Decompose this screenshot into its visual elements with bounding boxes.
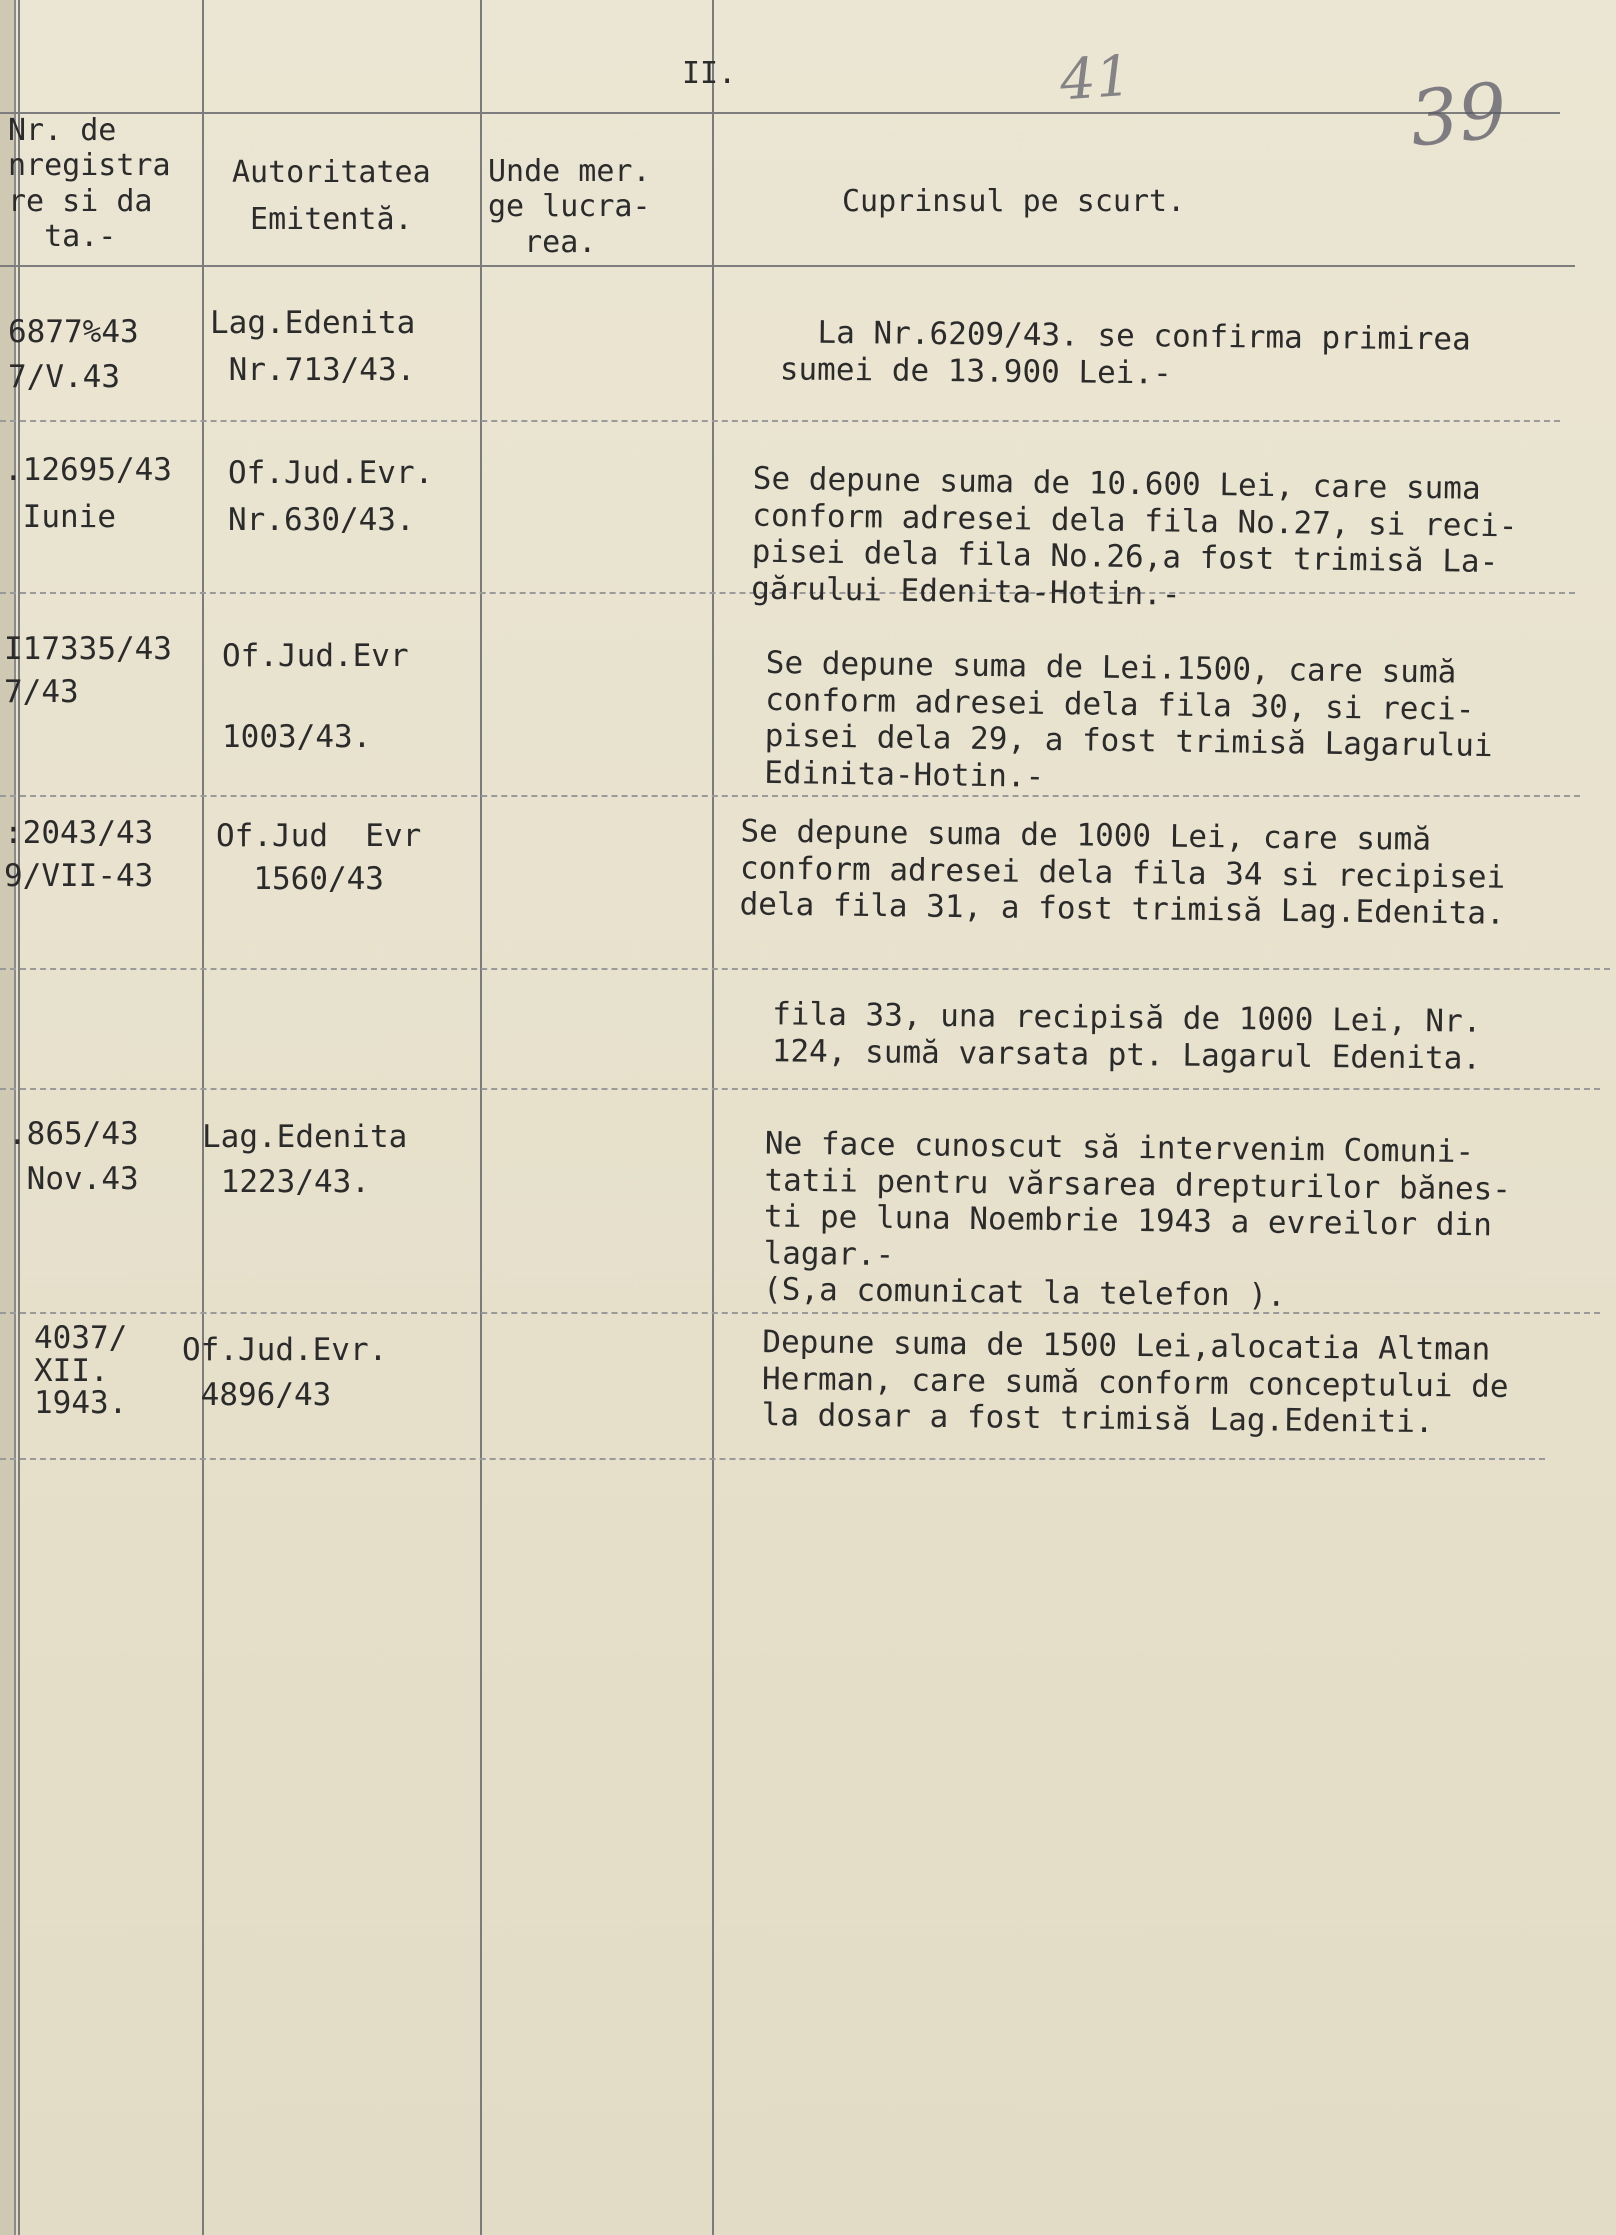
row-separator — [0, 1458, 1545, 1460]
row-7-cuprinsul: Depune suma de 1500 Lei,alocatia Altman Herman, care sumă conform conceptului de la dosar a fost trimisă Lag.Edeniti. — [761, 1324, 1509, 1441]
row-1-cuprinsul: La Nr.6209/43. se confirma primirea sumei de 13.900 Lei.- — [779, 314, 1471, 392]
row-3-nr: I17335/43 7/43 — [4, 631, 172, 711]
row-5-cuprinsul: fila 33, una recipisă de 1000 Lei, Nr. 124, sumă varsata pt. Lagarul Edenita. — [771, 996, 1482, 1077]
column-ruling — [480, 0, 482, 2235]
row-6-autoritatea: Lag.Edenita 1223/43. — [202, 1119, 408, 1200]
row-3-autoritatea: Of.Jud.Evr 1003/43. — [222, 638, 409, 755]
header-cuprinsul: Cuprinsul pe scurt. — [842, 184, 1186, 219]
header-bottom-ruling — [0, 265, 1575, 267]
header-autoritatea: Autoritatea Emitentă. — [232, 155, 431, 237]
pencil-mark: 41 — [1057, 43, 1134, 114]
folio-number: 39 — [1405, 65, 1512, 164]
row-2-nr: .12695/43 Iunie — [4, 452, 172, 535]
row-separator — [0, 420, 1560, 422]
header-nr-inregistrare: Nr. de nregistra re si da ta.- — [8, 113, 171, 255]
row-1-autoritatea: Lag.Edenita Nr.713/43. — [210, 305, 416, 388]
row-3-cuprinsul: Se depune suma de Lei.1500, care sumă conform adresei dela fila 30, si reci- pisei dela 29, a fost trimisă Lagarului Edinita-Hotin.- — [764, 644, 1493, 795]
roman-numeral: II. — [682, 56, 737, 91]
row-7-nr: 4037/ XII. 1943. — [34, 1320, 128, 1422]
row-7-autoritatea: Of.Jud.Evr. 4896/43 — [182, 1332, 388, 1413]
header-top-ruling — [0, 112, 1560, 114]
row-6-cuprinsul: Ne face cunoscut să intervenim Comuni- tatii pentru vărsarea drepturilor bănes- ti pe luna Noembrie 1943 a evreilor din lagar.- (S,a comunicat la telefon ). — [762, 1125, 1512, 1315]
row-2-autoritatea: Of.Jud.Evr. Nr.630/43. — [228, 455, 434, 538]
row-separator — [0, 968, 1610, 970]
row-separator — [0, 1088, 1600, 1090]
row-1-nr: 6877%43 7/V.43 — [8, 314, 139, 395]
row-6-nr: .865/43 Nov.43 — [8, 1116, 139, 1197]
column-ruling — [712, 0, 714, 2235]
row-4-cuprinsul: Se depune suma de 1000 Lei, care sumă conform adresei dela fila 34 si recipisei dela fila 31, a fost trimisă Lag.Edenita. — [739, 813, 1506, 932]
row-2-cuprinsul: Se depune suma de 10.600 Lei, care suma conform adresei dela fila No.27, si reci- pisei dela fila No.26,a fost trimisă La- gărului Edenita-Hotin.- — [751, 460, 1518, 613]
row-4-nr: :2043/43 9/VII-43 — [4, 815, 154, 895]
row-4-autoritatea: Of.Jud Evr 1560/43 — [216, 818, 422, 898]
header-unde-merge: Unde mer. ge lucra- rea. — [488, 154, 651, 260]
